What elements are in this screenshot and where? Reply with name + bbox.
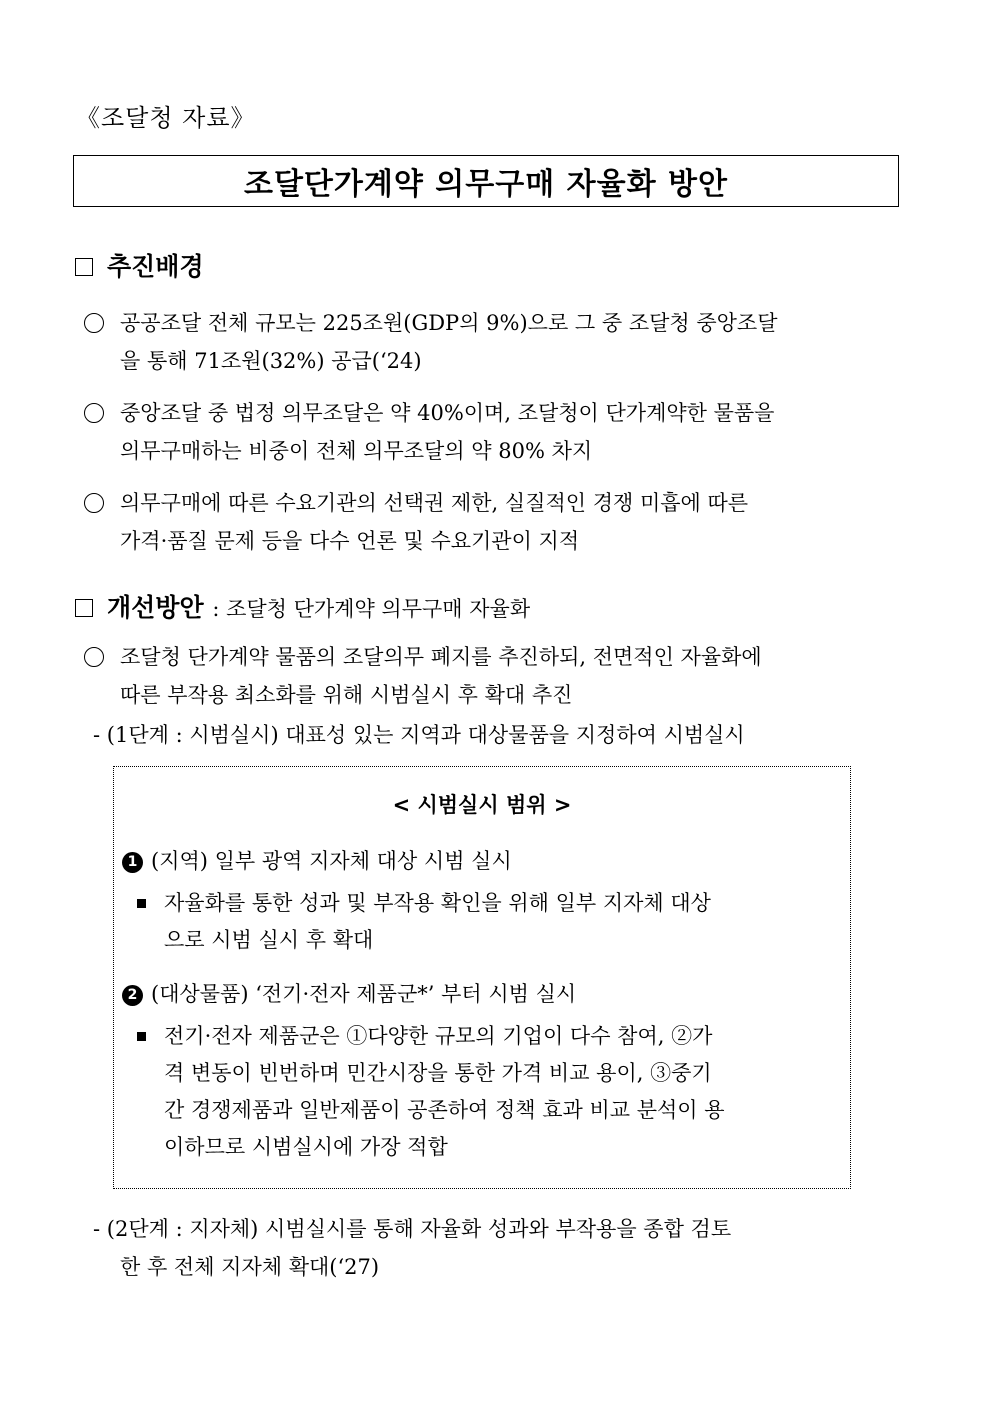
number-one-icon: 1 (122, 852, 143, 873)
square-bullet-icon (137, 899, 146, 908)
circle-bullet-icon (84, 313, 104, 333)
pilot-point-detail (134, 1018, 725, 1166)
section-heading-improvement (75, 588, 530, 624)
pilot-point-heading: (지역) 일부 광역 지자체 대상 시범 실시 (151, 849, 512, 873)
list-item (84, 304, 778, 380)
detail-line: 으로 시범 실시 후 확대 (164, 928, 374, 952)
page-title: 조달단가계약 의무구매 자율화 방안 (243, 167, 729, 202)
checkbox-square-icon (75, 258, 93, 276)
list-item (84, 394, 774, 470)
square-bullet-icon (137, 1032, 146, 1041)
section-heading-text: 추진배경 (107, 252, 204, 281)
list-item-line: 의무구매에 따른 수요기관의 선택권 제한, 실질적인 경쟁 미흡에 따른 (120, 491, 749, 515)
detail-line: 격 변동이 빈번하며 민간시장을 통한 가격 비교 용이, ③중기 (164, 1061, 712, 1085)
list-item-line: 따른 부작용 최소화를 위해 시범실시 후 확대 추진 (120, 683, 573, 707)
detail-line: 자율화를 통한 성과 및 부작용 확인을 위해 일부 지자체 대상 (164, 891, 711, 915)
detail-line: 이하므로 시범실시에 가장 적합 (164, 1135, 448, 1159)
pilot-point-detail (134, 885, 711, 959)
circle-bullet-icon (84, 647, 104, 667)
section-subtitle: : 조달청 단가계약 의무구매 자율화 (212, 597, 531, 621)
list-item-line: 가격·품질 문제 등을 다수 언론 및 수요기관이 지적 (120, 529, 580, 553)
pilot-scope-box (113, 766, 851, 1189)
circle-bullet-icon (84, 403, 104, 423)
list-item-line: 조달청 단가계약 물품의 조달의무 폐지를 추진하되, 전면적인 자율화에 (120, 645, 762, 669)
step1-text: - (1단계 : 시범실시) 대표성 있는 지역과 대상물품을 지정하여 시범실시 (93, 723, 745, 747)
detail-line: 간 경쟁제품과 일반제품이 공존하여 정책 효과 비교 분석이 용 (164, 1098, 725, 1122)
section-heading-background (75, 247, 204, 283)
number-two-icon: 2 (122, 985, 143, 1006)
circle-bullet-icon (84, 493, 104, 513)
list-item (84, 638, 762, 714)
section-heading-text: 개선방안 (107, 593, 204, 622)
step1-item (93, 716, 745, 754)
list-item-line: 을 통해 71조원(32%) 공급(‘24) (120, 349, 422, 373)
list-item-line: 중앙조달 중 법정 의무조달은 약 40%이며, 조달청이 단가계약한 물품을 (120, 401, 775, 425)
step2-line: 한 후 전체 지자체 확대(‘27) (120, 1255, 380, 1279)
header-tag: 《조달청 자료》 (76, 104, 256, 132)
step2-line: - (2단계 : 지자체) 시범실시를 통해 자율화 성과와 부작용을 종합 검토 (93, 1217, 732, 1241)
pilot-scope-title: < 시범실시 범위 > (392, 793, 572, 817)
step2-item (93, 1210, 731, 1286)
checkbox-square-icon (75, 599, 93, 617)
list-item (84, 484, 748, 560)
pilot-point-region (122, 843, 512, 879)
pilot-point-products (122, 976, 576, 1012)
pilot-point-heading: (대상물품) ‘전기·전자 제품군*’ 부터 시범 실시 (151, 982, 577, 1006)
detail-line: 전기·전자 제품군은 ①다양한 규모의 기업이 다수 참여, ②가 (164, 1024, 713, 1048)
list-item-line: 의무구매하는 비중이 전체 의무조달의 약 80% 차지 (120, 439, 593, 463)
title-box (73, 155, 899, 207)
list-item-line: 공공조달 전체 규모는 225조원(GDP의 9%)으로 그 중 조달청 중앙조달 (120, 311, 778, 335)
